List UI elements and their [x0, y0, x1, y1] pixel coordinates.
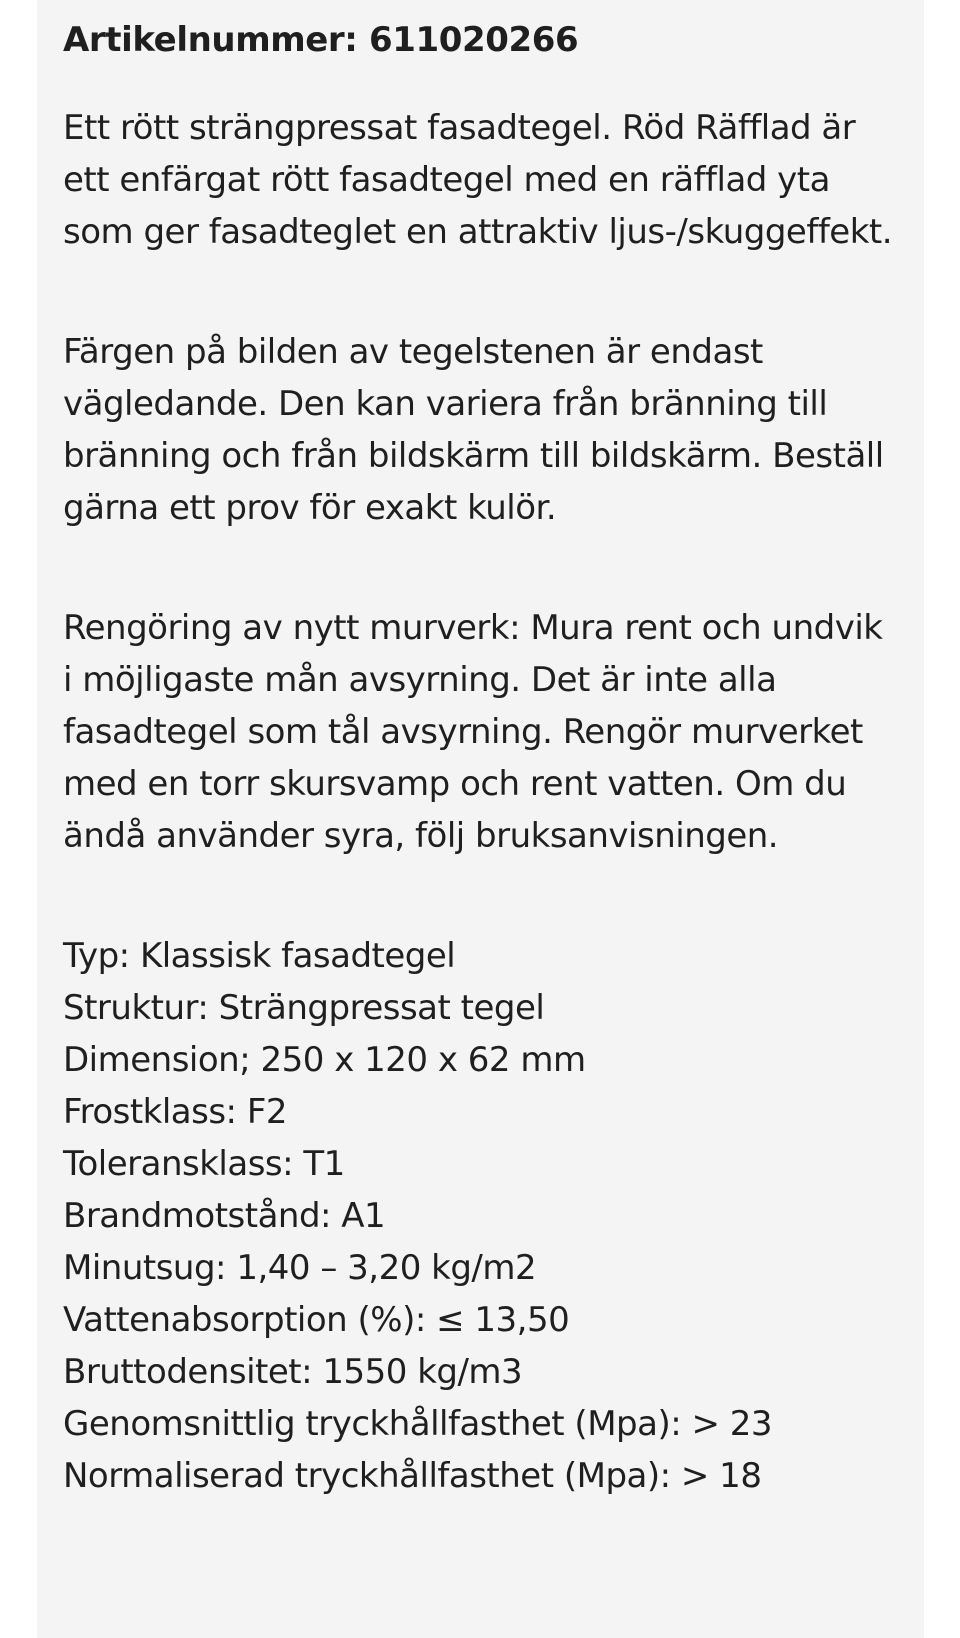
- spec-list: [63, 930, 898, 1502]
- spec-normalized-compressive-strength: Normaliserad tryckhållfasthet (Mpa): > 18: [63, 1456, 762, 1496]
- spec-structure: Struktur: Strängpressat tegel: [63, 988, 545, 1028]
- spec-dimension: Dimension; 250 x 120 x 62 mm: [63, 1040, 586, 1080]
- article-number-label: Artikelnummer:: [63, 20, 358, 60]
- description-paragraph-cleaning: Rengöring av nytt murverk: Mura rent och undvik i möjligaste mån avsyrning. Det är inte alla fasadtegel som tål avsyrning. Rengör murverket med en torr skursvamp och rent vatten. Om du ändå använder syra, följ bruksanvisningen.: [63, 608, 883, 856]
- article-number-value: 611020266: [368, 20, 579, 60]
- spec-gross-density: Bruttodensitet: 1550 kg/m3: [63, 1352, 523, 1392]
- spec-water-absorption: Vattenabsorption (%): ≤ 13,50: [63, 1300, 570, 1340]
- spec-tolerance-class: Toleransklass: T1: [63, 1144, 345, 1184]
- spec-mean-compressive-strength: Genomsnittlig tryckhållfasthet (Mpa): > 23: [63, 1404, 773, 1444]
- article-number-line: [63, 14, 898, 66]
- spec-fire-resistance: Brandmotstånd: A1: [63, 1196, 386, 1236]
- spec-frost-class: Frostklass: F2: [63, 1092, 288, 1132]
- spec-type: Typ: Klassisk fasadtegel: [63, 936, 456, 976]
- description-paragraph-color-note: Färgen på bilden av tegelstenen är endast vägledande. Den kan variera från bränning till bränning och från bildskärm till bildskärm. Beställ gärna ett prov för exakt kulör.: [63, 332, 884, 528]
- product-description-panel: [37, 0, 924, 1638]
- description-paragraph-intro: Ett rött strängpressat fasadtegel. Röd Räfflad är ett enfärgat rött fasadtegel med en räfflad yta som ger fasadteglet en attraktiv ljus-/skuggeffekt.: [63, 108, 893, 252]
- spec-initial-absorption: Minutsug: 1,40 – 3,20 kg/m2: [63, 1248, 537, 1288]
